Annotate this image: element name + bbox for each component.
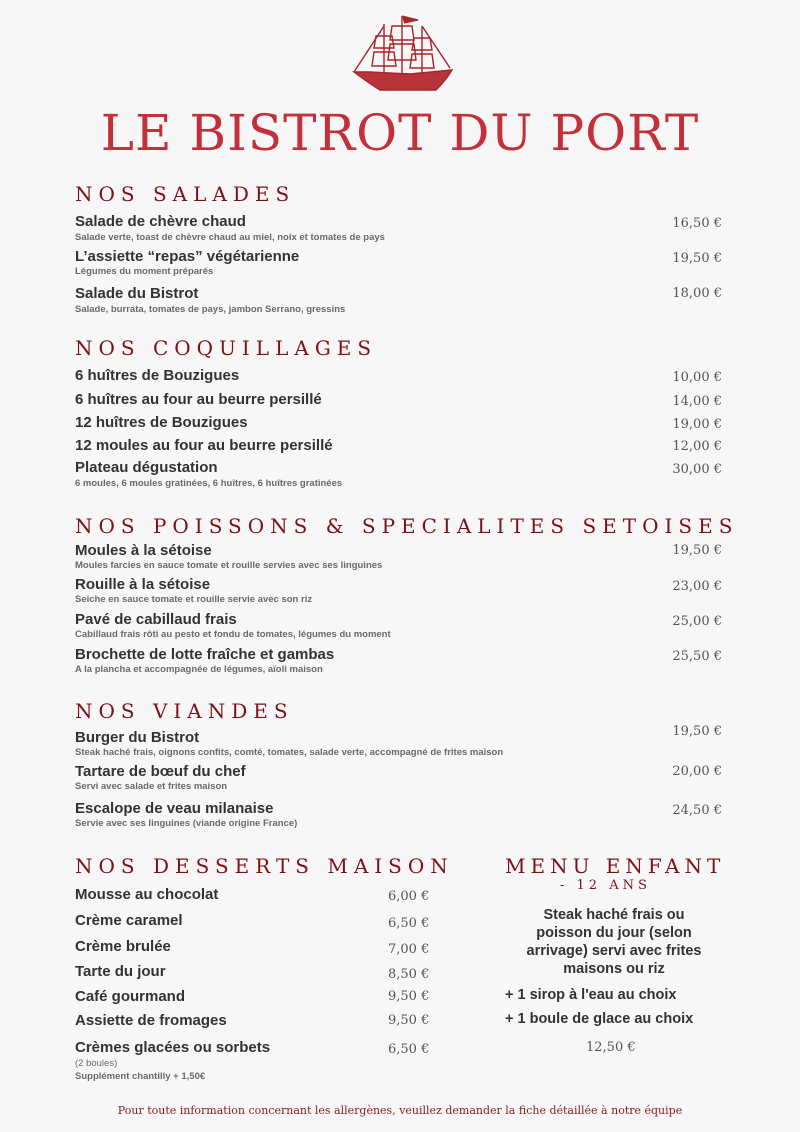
item-desc: Servi avec salade et frites maison: [75, 781, 228, 792]
item-name: Pavé de cabillaud frais: [75, 611, 237, 628]
item-price: 6,00 €: [388, 889, 430, 904]
item-name: Brochette de lotte fraîche et gambas: [75, 646, 335, 663]
item-price: 23,00 €: [672, 579, 722, 594]
item-price: 19,50 €: [672, 251, 722, 266]
item-desc: A la plancha et accompagnée de légumes, aïoli maison: [75, 664, 323, 675]
ship-icon: [350, 14, 456, 100]
item-name: Tartare de bœuf du chef: [75, 763, 246, 780]
kids-line: Steak haché frais ou: [543, 907, 685, 923]
item-price: 19,00 €: [672, 417, 722, 432]
item-desc: 6 moules, 6 moules gratinées, 6 huîtres, 6 huîtres gratinées: [75, 478, 343, 489]
item-desc: Supplément chantilly + 1,50€: [75, 1071, 206, 1082]
allergen-footer: Pour toute information concernant les allergènes, veuillez demander la fiche détaillée à notre équipe: [117, 1104, 683, 1117]
item-price: 25,00 €: [672, 614, 722, 629]
section-heading-coquillages: NOS COQUILLAGES: [75, 336, 378, 360]
age-limit: - 12 ANS: [560, 878, 651, 893]
section-heading-desserts: NOS DESSERTS MAISON: [75, 854, 454, 878]
item-name: Rouille à la sétoise: [75, 576, 211, 593]
item-name: 6 huîtres au four au beurre persillé: [75, 391, 322, 408]
item-name: Crème caramel: [75, 912, 183, 929]
item-name: Burger du Bistrot: [75, 729, 200, 746]
section-heading-poissons: NOS POISSONS & SPECIALITES SETOISES: [75, 514, 739, 538]
item-price: 24,50 €: [672, 803, 722, 818]
item-name: Moules à la sétoise: [75, 542, 212, 559]
item-price: 9,50 €: [388, 989, 430, 1004]
item-name: 6 huîtres de Bouzigues: [75, 367, 240, 384]
item-name: 12 huîtres de Bouzigues: [75, 414, 248, 431]
kids-extra-drink: + 1 sirop à l'eau au choix: [505, 987, 677, 1003]
item-price: 19,50 €: [672, 724, 722, 739]
restaurant-title: LE BISTROT DU PORT: [100, 104, 700, 162]
item-price: 10,00 €: [672, 370, 722, 385]
item-price: 6,50 €: [388, 1042, 430, 1057]
item-price: 30,00 €: [672, 462, 722, 477]
item-price: 18,00 €: [672, 286, 722, 301]
kids-menu-price: 12,50 €: [586, 1040, 636, 1055]
item-desc: Servie avec ses linguines (viande origine France): [75, 818, 298, 829]
item-name: Tarte du jour: [75, 963, 166, 980]
section-heading-viandes: NOS VIANDES: [75, 699, 294, 723]
kids-line: arrivage) servi avec frites: [526, 943, 702, 959]
item-desc: Seiche en sauce tomate et rouille servie avec son riz: [75, 594, 313, 605]
item-price: 19,50 €: [672, 543, 722, 558]
item-price: 25,50 €: [672, 649, 722, 664]
item-name: Assiette de fromages: [75, 1012, 227, 1029]
item-desc: Cabillaud frais rôti au pesto et fondu de tomates, légumes du moment: [75, 629, 391, 640]
item-desc: Steak haché frais, oignons confits, comté, tomates, salade verte, accompagné de frites maison: [75, 747, 504, 758]
item-name: Café gourmand: [75, 988, 186, 1005]
section-heading-enfant: MENU ENFANT: [505, 854, 726, 878]
item-desc: Légumes du moment préparés: [75, 266, 214, 277]
item-price: 16,50 €: [672, 216, 722, 231]
item-desc: Salade, burrata, tomates de pays, jambon Serrano, gressins: [75, 304, 346, 315]
item-name: Salade de chèvre chaud: [75, 213, 246, 230]
kids-extra-icecream: + 1 boule de glace au choix: [505, 1011, 694, 1027]
item-price: 20,00 €: [672, 764, 722, 779]
item-name: 12 moules au four au beurre persillé: [75, 437, 333, 454]
item-name: Crèmes glacées ou sorbets: [75, 1039, 271, 1056]
section-heading-salades: NOS SALADES: [75, 182, 296, 206]
kids-menu-description: [498, 906, 730, 978]
item-desc: Moules farcies en sauce tomate et rouille servies avec ses linguines: [75, 560, 383, 571]
item-desc: Salade verte, toast de chèvre chaud au miel, noix et tomates de pays: [75, 232, 385, 243]
item-price: 14,00 €: [672, 394, 722, 409]
kids-line: maisons ou riz: [563, 961, 665, 977]
item-name: Salade du Bistrot: [75, 285, 199, 302]
item-name: Plateau dégustation: [75, 459, 218, 476]
item-sub: (2 boules): [75, 1058, 118, 1069]
kids-line: poisson du jour (selon: [536, 925, 692, 941]
item-name: Mousse au chocolat: [75, 886, 219, 903]
item-name: Crème brulée: [75, 938, 171, 955]
item-name: Escalope de veau milanaise: [75, 800, 274, 817]
item-price: 8,50 €: [388, 967, 430, 982]
item-price: 9,50 €: [388, 1013, 430, 1028]
item-price: 12,00 €: [672, 439, 722, 454]
item-price: 7,00 €: [388, 942, 430, 957]
item-name: L’assiette “repas” végétarienne: [75, 248, 300, 265]
item-price: 6,50 €: [388, 916, 430, 931]
